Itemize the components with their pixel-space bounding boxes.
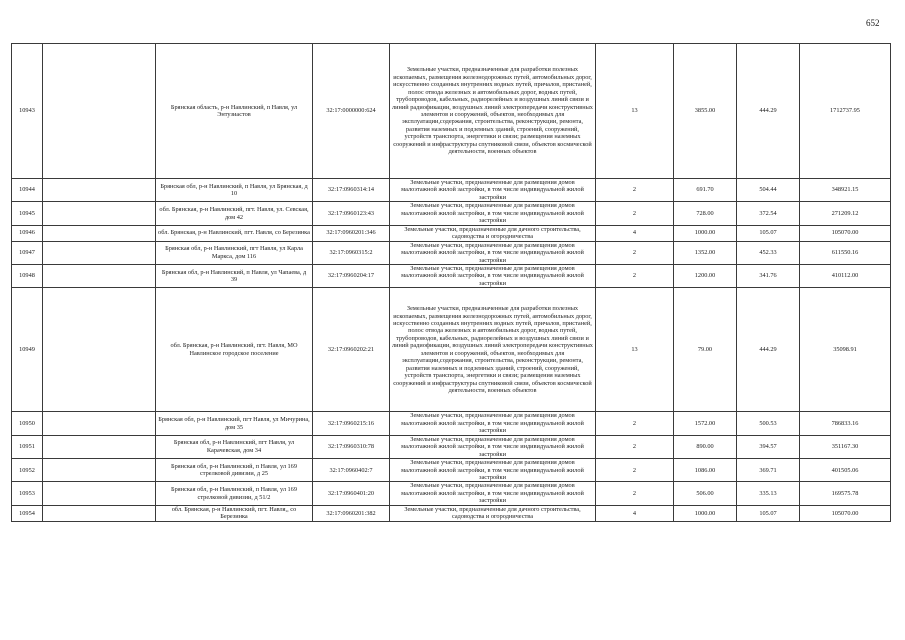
address-cell: Брянская обл, р-н Навлинский, пгт Навля, ул Карачевская, дом 34 — [156, 435, 313, 458]
cadastral-number: 32:17:0000000:624 — [313, 44, 390, 179]
cadastral-value: 786833.16 — [800, 412, 891, 435]
blank-cell — [43, 459, 156, 482]
area-value: 890.00 — [674, 435, 737, 458]
use-group: 4 — [596, 225, 674, 241]
blank-cell — [43, 202, 156, 225]
table-row — [12, 505, 891, 521]
address-cell: обл. Брянская, р-н Навлинский, пгт. Навля, ул. Севская, дом 42 — [156, 202, 313, 225]
cadastral-number: 32:17:0960215:16 — [313, 412, 390, 435]
cadastral-value: 35098.91 — [800, 288, 891, 412]
area-value: 506.00 — [674, 482, 737, 505]
address-cell: обл. Брянская, р-н Навлинский, пгт. Навля, со Березинка — [156, 225, 313, 241]
area-value: 728.00 — [674, 202, 737, 225]
table-row — [12, 288, 891, 412]
land-use-description: Земельные участки, предназначенные для размещения домов малоэтажной жилой застройки, в том числе индивидуальной жилой застройки — [390, 412, 596, 435]
table-row — [12, 482, 891, 505]
land-use-description: Земельные участки, предназначенные для разработки полезных ископаемых, размещения железнодорожных путей, автомобильных дорог, искусственно созданных внутренних водных путей, причалов, пристаней, полос отвода железных и автомобильных дорог, водных путей, трубопроводов, кабельных, радиорелейных и воздушных линий связи и линий радиофикации, воздушных линий электропередачи конструктивных элементов и сооружений, объектов, необходимых для эксплуатации,содержания, строительства, реконструкции, ремонта, развития наземных и подземных зданий, строений, сооружений, устройств транспорта, энергетики и связи; размещения наземных сооружений и инфраструктуры спутниковой связи, объектов космической деятельности, военных объектов — [390, 44, 596, 179]
use-group: 2 — [596, 179, 674, 202]
table-row — [12, 264, 891, 287]
record-id: 10947 — [12, 241, 43, 264]
use-group: 2 — [596, 264, 674, 287]
record-id: 10954 — [12, 505, 43, 521]
blank-cell — [43, 225, 156, 241]
cadastral-value: 410112.00 — [800, 264, 891, 287]
land-use-description: Земельные участки, предназначенные для размещения домов малоэтажной жилой застройки, в том числе индивидуальной жилой застройки — [390, 435, 596, 458]
address-cell: обл. Брянская, р-н Навлинский, пгт. Навля,, со Березинка — [156, 505, 313, 521]
specific-value: 452.33 — [737, 241, 800, 264]
specific-value: 444.29 — [737, 44, 800, 179]
use-group: 2 — [596, 202, 674, 225]
specific-value: 105.07 — [737, 505, 800, 521]
specific-value: 369.71 — [737, 459, 800, 482]
land-use-description: Земельные участки, предназначенные для размещения домов малоэтажной жилой застройки, в том числе индивидуальной жилой застройки — [390, 241, 596, 264]
address-cell: Брянская обл, р-н Навлинский, п Навля, ул 169 стрелковой дивизии, д 25 — [156, 459, 313, 482]
record-id: 10951 — [12, 435, 43, 458]
blank-cell — [43, 241, 156, 264]
record-id: 10949 — [12, 288, 43, 412]
specific-value: 105.07 — [737, 225, 800, 241]
blank-cell — [43, 435, 156, 458]
table-row — [12, 44, 891, 179]
cadastral-number: 32:17:0960310:78 — [313, 435, 390, 458]
specific-value: 335.13 — [737, 482, 800, 505]
land-registry-table — [11, 43, 891, 522]
table-row — [12, 412, 891, 435]
area-value: 1200.00 — [674, 264, 737, 287]
area-value: 1000.00 — [674, 225, 737, 241]
table-row — [12, 179, 891, 202]
use-group: 2 — [596, 459, 674, 482]
cadastral-value: 348921.15 — [800, 179, 891, 202]
area-value: 1000.00 — [674, 505, 737, 521]
area-value: 1352.00 — [674, 241, 737, 264]
use-group: 13 — [596, 288, 674, 412]
area-value: 1572.00 — [674, 412, 737, 435]
use-group: 13 — [596, 44, 674, 179]
page-number: 652 — [866, 18, 880, 28]
area-value: 691.70 — [674, 179, 737, 202]
cadastral-number: 32:17:0960201:382 — [313, 505, 390, 521]
cadastral-number: 32:17:0960314:14 — [313, 179, 390, 202]
use-group: 2 — [596, 435, 674, 458]
specific-value: 444.29 — [737, 288, 800, 412]
cadastral-value: 401505.06 — [800, 459, 891, 482]
address-cell: Брянская обл, р-н Навлинский, пгт Навля, ул Карла Маркса, дом 116 — [156, 241, 313, 264]
land-use-description: Земельные участки, предназначенные для размещения домов малоэтажной жилой застройки, в том числе индивидуальной жилой застройки — [390, 202, 596, 225]
address-cell: Брянская обл, р-н Навлинский, п Навля, ул Брянская, д 10 — [156, 179, 313, 202]
land-use-description: Земельные участки, предназначенные для дачного строительства, садоводства и огородничества — [390, 225, 596, 241]
table-row — [12, 459, 891, 482]
land-use-description: Земельные участки, предназначенные для размещения домов малоэтажной жилой застройки, в том числе индивидуальной жилой застройки — [390, 482, 596, 505]
table-row — [12, 202, 891, 225]
specific-value: 504.44 — [737, 179, 800, 202]
address-cell: обл. Брянская, р-н Навлинский, пгт. Навля, МО Навлинское городское поселение — [156, 288, 313, 412]
address-cell: Брянская обл, р-н Навлинский, п Навля, ул Чапаева, д 39 — [156, 264, 313, 287]
record-id: 10948 — [12, 264, 43, 287]
land-use-description: Земельные участки, предназначенные для размещения домов малоэтажной жилой застройки, в том числе индивидуальной жилой застройки — [390, 264, 596, 287]
cadastral-value: 169575.78 — [800, 482, 891, 505]
use-group: 4 — [596, 505, 674, 521]
cadastral-number: 32:17:0960123:43 — [313, 202, 390, 225]
use-group: 2 — [596, 482, 674, 505]
blank-cell — [43, 264, 156, 287]
blank-cell — [43, 288, 156, 412]
record-id: 10953 — [12, 482, 43, 505]
blank-cell — [43, 482, 156, 505]
blank-cell — [43, 505, 156, 521]
area-value: 79.00 — [674, 288, 737, 412]
cadastral-number: 32:17:0960315:2 — [313, 241, 390, 264]
address-cell: Брянская обл, р-н Навлинский, пгт Навля, ул Мичурина, дом 35 — [156, 412, 313, 435]
area-value: 3855.00 — [674, 44, 737, 179]
record-id: 10946 — [12, 225, 43, 241]
blank-cell — [43, 179, 156, 202]
use-group: 2 — [596, 241, 674, 264]
land-use-description: Земельные участки, предназначенные для разработки полезных ископаемых, размещения железнодорожных путей, автомобильных дорог, искусственно созданных внутренних водных путей, причалов, пристаней, полос отвода железных и автомобильных дорог, водных путей, трубопроводов, кабельных, радиорелейных и воздушных линий связи и линий радиофикации, воздушных линий электропередачи конструктивных элементов и сооружений, объектов, необходимых для эксплуатации,содержания, строительства, реконструкции, ремонта, развития наземных и подземных зданий, строений, сооружений, устройств транспорта, энергетики и связи; размещения наземных сооружений и инфраструктуры спутниковой связи, объектов космической деятельности, военных объектов — [390, 288, 596, 412]
address-cell: Брянская обл, р-н Навлинский, п Навля, ул 169 стрелковой дивизии, д 51/2 — [156, 482, 313, 505]
cadastral-number: 32:17:0960201:346 — [313, 225, 390, 241]
cadastral-value: 105070.00 — [800, 505, 891, 521]
land-use-description: Земельные участки, предназначенные для размещения домов малоэтажной жилой застройки, в том числе индивидуальной жилой застройки — [390, 459, 596, 482]
record-id: 10945 — [12, 202, 43, 225]
table-row — [12, 435, 891, 458]
table-row — [12, 241, 891, 264]
land-use-description: Земельные участки, предназначенные для размещения домов малоэтажной жилой застройки, в том числе индивидуальной жилой застройки — [390, 179, 596, 202]
cadastral-value: 271209.12 — [800, 202, 891, 225]
table-row — [12, 225, 891, 241]
address-cell: Брянская область, р-н Навлинский, п Навля, ул Энтузиастов — [156, 44, 313, 179]
record-id: 10944 — [12, 179, 43, 202]
record-id: 10952 — [12, 459, 43, 482]
cadastral-number: 32:17:0960401:20 — [313, 482, 390, 505]
cadastral-number: 32:17:0960402:7 — [313, 459, 390, 482]
record-id: 10950 — [12, 412, 43, 435]
specific-value: 394.57 — [737, 435, 800, 458]
cadastral-number: 32:17:0960202:21 — [313, 288, 390, 412]
land-use-description: Земельные участки, предназначенные для дачного строительства, садоводства и огородничества — [390, 505, 596, 521]
specific-value: 500.53 — [737, 412, 800, 435]
area-value: 1086.00 — [674, 459, 737, 482]
cadastral-number: 32:17:0960204:17 — [313, 264, 390, 287]
record-id: 10943 — [12, 44, 43, 179]
cadastral-value: 1712737.95 — [800, 44, 891, 179]
specific-value: 372.54 — [737, 202, 800, 225]
cadastral-value: 105070.00 — [800, 225, 891, 241]
blank-cell — [43, 412, 156, 435]
blank-cell — [43, 44, 156, 179]
use-group: 2 — [596, 412, 674, 435]
cadastral-value: 351167.30 — [800, 435, 891, 458]
cadastral-value: 611550.16 — [800, 241, 891, 264]
specific-value: 341.76 — [737, 264, 800, 287]
